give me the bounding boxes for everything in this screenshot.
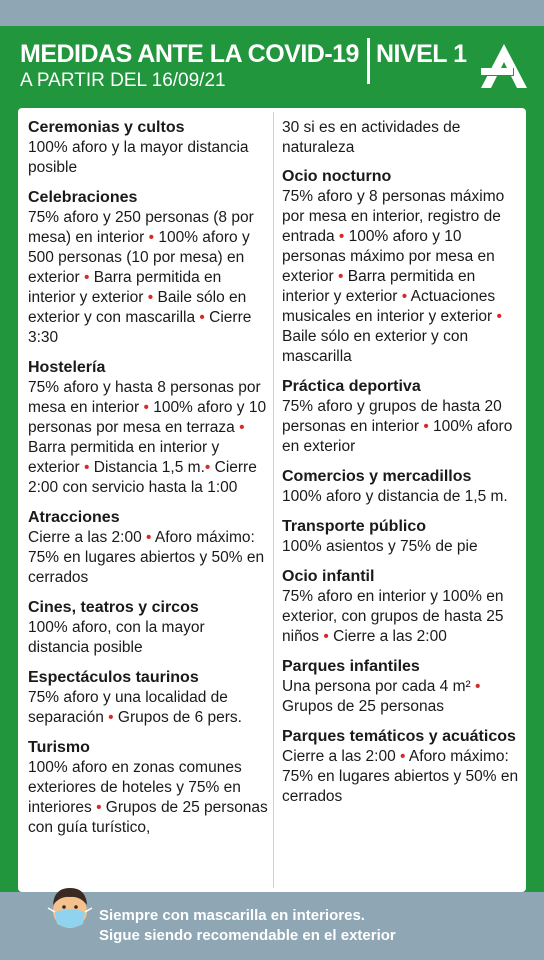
- section-title: Ocio nocturno: [282, 168, 392, 185]
- section-body: Una persona por cada 4 m² • Grupos de 25 personas: [282, 678, 481, 715]
- section-title: Ceremonias y cultos: [28, 119, 185, 136]
- measure-section: [28, 188, 268, 348]
- section-title: Práctica deportiva: [282, 378, 421, 395]
- section-body: Cierre a las 2:00 • Aforo máximo: 75% en lugares abiertos y 50% en cerrados: [28, 529, 265, 586]
- title-text: MEDIDAS ANTE LA COVID-19: [20, 40, 359, 68]
- footer-line-2: Sigue siendo recomendable en el exterior: [99, 927, 396, 944]
- measure-section: [28, 738, 268, 838]
- measure-section: [28, 508, 268, 588]
- title-separator: [367, 38, 370, 84]
- section-title: Hostelería: [28, 359, 106, 376]
- section-title: Parques temáticos y acuáticos: [282, 728, 516, 745]
- measure-section: [28, 118, 268, 178]
- section-body: 75% aforo y hasta 8 personas por mesa en interior • 100% aforo y 10 personas por mesa en terraza • Barra permitida en interior y exterior • Distancia 1,5 m.• Cierre 2:00 con servicio hasta la 1:00: [28, 379, 267, 496]
- section-title: Atracciones: [28, 509, 120, 526]
- measure-section: [282, 657, 524, 717]
- measure-section: [282, 727, 524, 807]
- measure-section: [282, 377, 524, 457]
- section-title: Espectáculos taurinos: [28, 669, 199, 686]
- measure-section: [282, 467, 524, 507]
- section-title: Turismo: [28, 739, 90, 756]
- masked-person-icon: [46, 883, 94, 935]
- section-body: 100% asientos y 75% de pie: [282, 538, 478, 555]
- section-body: 75% aforo y grupos de hasta 20 personas en interior • 100% aforo en exterior: [282, 398, 513, 455]
- measure-section: [282, 517, 524, 557]
- section-body: 75% aforo y una localidad de separación • Grupos de 6 pers.: [28, 689, 242, 726]
- measure-section: [28, 598, 268, 658]
- section-title: Ocio infantil: [282, 568, 375, 585]
- turismo-continuation: 30 si es en actividades de naturaleza: [282, 119, 461, 156]
- section-body: Cierre a las 2:00 • Aforo máximo: 75% en lugares abiertos y 50% en cerrados: [282, 748, 519, 805]
- section-body: 75% aforo y 8 personas máximo por mesa en interior, registro de entrada • 100% aforo y 10 personas máximo por mesa en exterior • Barra permitida en interior y exterior • Actuaciones musicales en interior y exterior • Baile sólo en exterior y con mascarilla: [282, 188, 505, 365]
- column-divider: [273, 112, 274, 888]
- section-title: Cines, teatros y circos: [28, 599, 199, 616]
- date-subtitle: A PARTIR DEL 16/09/21: [20, 70, 226, 91]
- left-column: [28, 118, 268, 848]
- section-body: 75% aforo en interior y 100% en exterior, con grupos de hasta 25 niños • Cierre a las 2:00: [282, 588, 504, 645]
- measure-section: [282, 567, 524, 647]
- section-title: Transporte público: [282, 518, 427, 535]
- section-title: Parques infantiles: [282, 658, 420, 675]
- section-body: 75% aforo y 250 personas (8 por mesa) en interior • 100% aforo y 500 personas (10 por mesa) en exterior • Barra permitida en interior y exterior • Baile sólo en exterior y con mascarilla • Cierre 3:30: [28, 209, 254, 346]
- footer-message: [99, 906, 396, 946]
- section-body: 100% aforo en zonas comunes exteriores de hoteles y 75% en interiores • Grupos de 25 personas con guía turístico,: [28, 759, 268, 836]
- section-title: Comercios y mercadillos: [282, 468, 472, 485]
- andalucia-logo-icon: [481, 44, 527, 88]
- level-text: NIVEL 1: [375, 40, 467, 68]
- top-strip: [0, 0, 544, 26]
- section-body: 100% aforo, con la mayor distancia posible: [28, 619, 205, 656]
- section-body: 100% aforo y distancia de 1,5 m.: [282, 488, 508, 505]
- section-body: 100% aforo y la mayor distancia posible: [28, 139, 249, 176]
- measure-section: [282, 167, 524, 367]
- measure-section: [28, 358, 268, 498]
- measure-section: [28, 668, 268, 728]
- footer-line-1: Siempre con mascarilla en interiores.: [99, 907, 365, 924]
- right-column: [282, 118, 524, 817]
- section-title: Celebraciones: [28, 189, 138, 206]
